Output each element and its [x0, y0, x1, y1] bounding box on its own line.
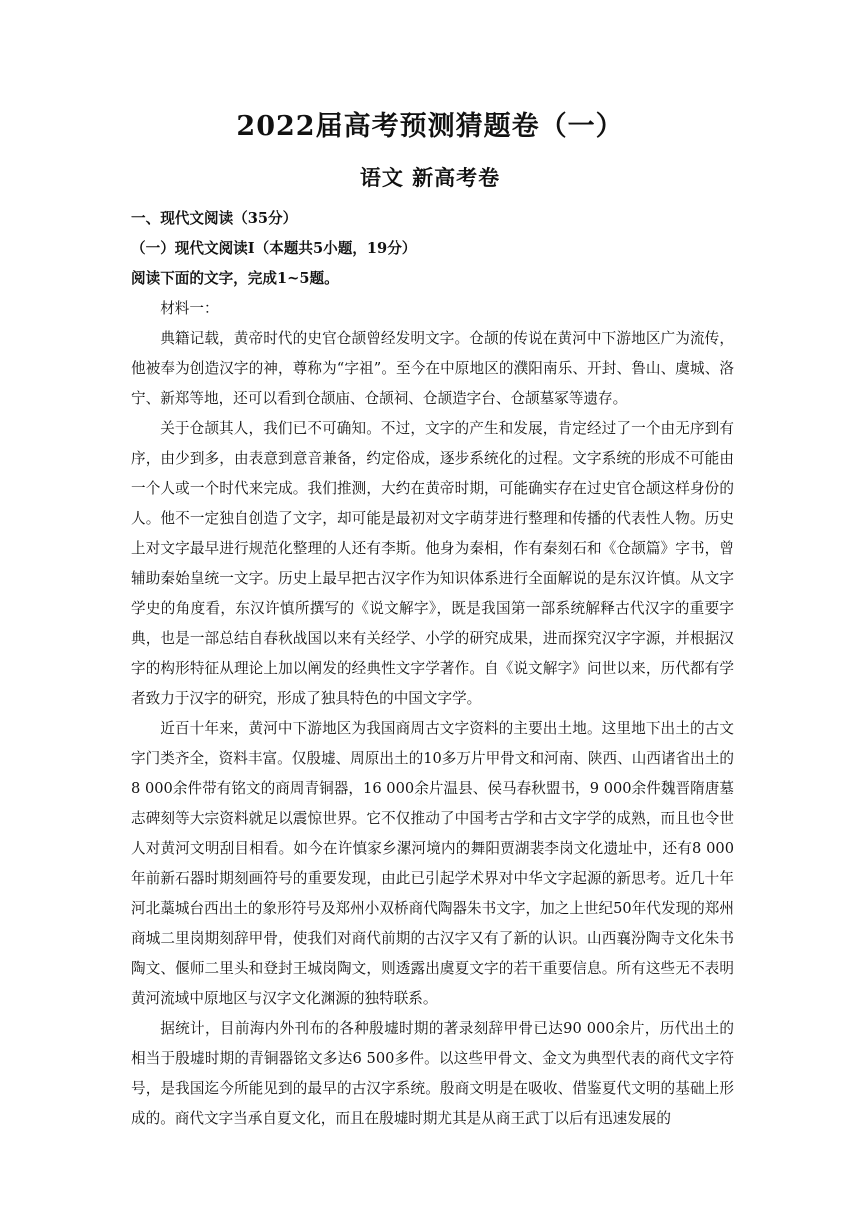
paragraph-3: 近百十年来，黄河中下游地区为我国商周古文字资料的主要出土地。这里地下出土的古文字门类齐全，资料丰富。仅殷墟、周原出土的10多万片甲骨文和河南、陕西、山西诸省出土的8 000余件带有铭文的商周青铜器，16 000余片温县、侯马春秋盟书，9 000余件魏晋隋唐墓志碑刻等大宗资料就足以震惊世界。它不仅推动了中国考古学和古文字学的成熟，而且也令世人对黄河文明刮目相看。如今在许慎家乡漯河境内的舞阳贾湖裴李岗文化遗址中，还有8 000年前新石器时期刻画符号的重要发现，由此已引起学术界对中华文字起源的新思考。近几十年河北藁城台西出土的象形符号及郑州小双桥商代陶器朱书文字，加之上世纪50年代发现的郑州商城二里岗期刻辞甲骨，使我们对商代前期的古汉字又有了新的认识。山西襄汾陶寺文化朱书陶文、偃师二里头和登封王城岗陶文，则透露出虞夏文字的若干重要信息。所有这些无不表明黄河流域中原地区与汉字文化渊源的独特联系。 [131, 720, 734, 1007]
exam-title: 2022届高考预测猜题卷（一） [236, 111, 624, 142]
paragraph-2: 关于仓颉其人，我们已不可确知。不过，文字的产生和发展，肯定经过了一个由无序到有序，由少到多，由表意到意音兼备，约定俗成，逐步系统化的过程。文字系统的形成不可能由一个人或一个时代来完成。我们推测，大约在黄帝时期，可能确实存在过史官仓颉这样身份的人。他不一定独自创造了文字，却可能是最初对文字萌芽进行整理和传播的代表性人物。历史上对文字最早进行规范化整理的人还有李斯。他身为秦相，作有秦刻石和《仓颉篇》字书，曾辅助秦始皇统一文字。历史上最早把古汉字作为知识体系进行全面解说的是东汉许慎。从文字学史的角度看，东汉许慎所撰写的《说文解字》，既是我国第一部系统解释古代汉字的重要字典，也是一部总结自春秋战国以来有关经学、小学的研究成果，进而探究汉字字源，并根据汉字的构形特征从理论上加以阐发的经典性文字学著作。自《说文解字》问世以来，历代都有学者致力于汉字的研究，形成了独具特色的中国文字学。 [131, 420, 734, 707]
paragraph-1: 典籍记载，黄帝时代的史官仓颉曾经发明文字。仓颉的传说在黄河中下游地区广为流传，他被奉为创造汉字的神，尊称为“字祖”。至今在中原地区的濮阳南乐、开封、鲁山、虞城、洛宁、新郑等地，还可以看到仓颉庙、仓颉祠、仓颉造字台、仓颉墓冢等遗存。 [131, 330, 734, 407]
document-body [131, 204, 734, 1134]
sub-section-heading: （一）现代文阅读Ⅰ（本题共5小题，19分） [131, 240, 417, 257]
material-label: 材料一： [160, 300, 219, 317]
reading-instruction: 阅读下面的文字，完成1~5题。 [131, 270, 339, 287]
section-heading: 一、现代文阅读（35分） [131, 210, 298, 227]
paragraph-4: 据统计，目前海内外刊布的各种殷墟时期的著录刻辞甲骨已达90 000余片，历代出土的相当于殷墟时期的青铜器铭文多达6 500多件。以这些甲骨文、金文为典型代表的商代文字符号，是我国迄今所能见到的最早的古汉字系统。殷商文明是在吸收、借鉴夏代文明的基础上形成的。商代文字当承自夏文化，而且在殷墟时期尤其是从商王武丁以后有迅速发展的 [131, 1020, 734, 1127]
exam-subtitle: 语文 新高考卷 [359, 165, 501, 190]
